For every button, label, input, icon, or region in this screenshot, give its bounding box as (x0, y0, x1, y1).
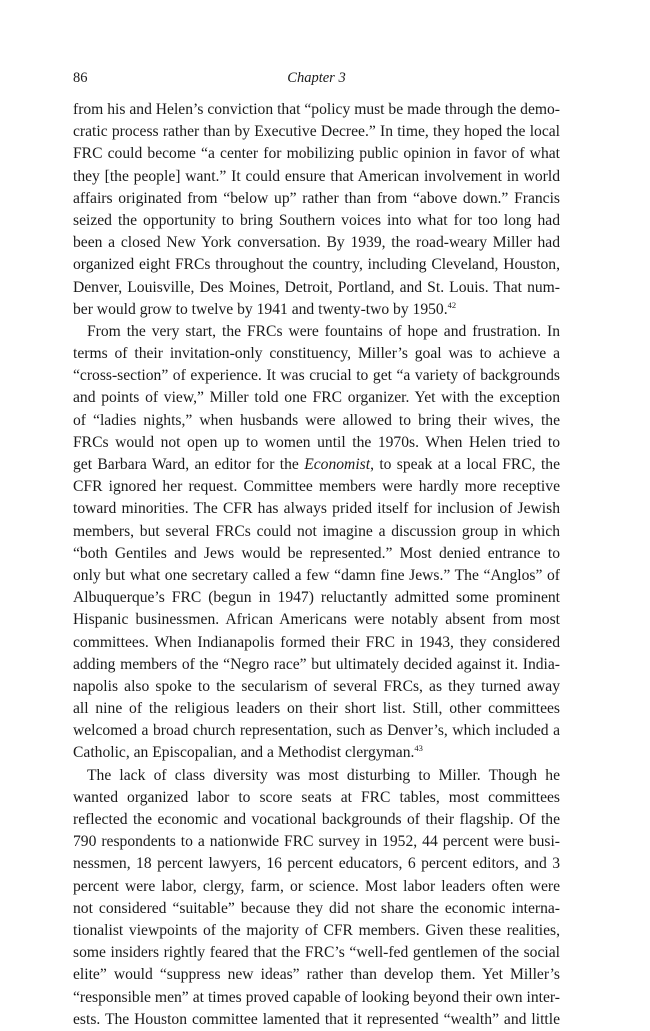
line-text: Catholic, an Episcopalian, and a Methodist clergyman. (73, 744, 415, 762)
line-text: nessmen, 18 percent lawyers, 16 percent educators, 6 percent editors, and 3 (73, 855, 560, 873)
line-text: napolis also spoke to the secularism of several FRCs, as they turned away (73, 677, 560, 695)
text-line (73, 99, 560, 121)
text-line (73, 410, 560, 432)
text-line (73, 476, 560, 498)
text-line (73, 964, 560, 986)
line-text: 790 respondents to a nationwide FRC survey in 1952, 44 percent were busi- (73, 833, 560, 851)
line-text: percent were labor, clergy, farm, or science. Most labor leaders often were (73, 877, 560, 895)
text-line (73, 188, 560, 210)
page-header (73, 70, 560, 90)
text-line (73, 498, 560, 520)
text-line (73, 587, 560, 609)
footnote-marker: 42 (447, 299, 457, 310)
text-line (73, 432, 560, 454)
line-text: CFR ignored her request. Committee members were hardly more receptive (73, 478, 560, 496)
paragraph (73, 99, 560, 321)
paragraph (73, 321, 560, 765)
text-line (73, 765, 560, 787)
text-line (73, 654, 560, 676)
text-line (73, 299, 560, 321)
text-line (73, 1009, 560, 1031)
line-text: all nine of the religious leaders on their short list. Still, other committees (73, 700, 560, 718)
line-text: organized eight FRCs throughout the country, including Cleveland, Houston, (73, 256, 560, 274)
text-line (73, 254, 560, 276)
line-text: “cross-section” of experience. It was crucial to get “a variety of backgrounds (73, 367, 560, 385)
line-text: ests. The Houston committee lamented that it represented “wealth” and little (73, 1010, 560, 1028)
text-line (73, 565, 560, 587)
text-line (73, 742, 560, 764)
line-text: not considered “suitable” because they did not share the economic interna- (73, 899, 560, 917)
line-text: “both Gentiles and Jews would be represented.” Most denied entrance to (73, 544, 560, 562)
paragraph (73, 765, 560, 1031)
line-text: some insiders rightly feared that the FRC’s “well-fed gentlemen of the social (73, 944, 560, 962)
text-line (73, 232, 560, 254)
text-line (73, 543, 560, 565)
text-line (73, 609, 560, 631)
line-text: Albuquerque’s FRC (begun in 1947) reluctantly admitted some prominent (73, 589, 560, 607)
text-line (73, 210, 560, 232)
line-text: been a closed New York conversation. By 1939, the road-weary Miller had (73, 234, 560, 252)
line-text: of “ladies nights,” when husbands were allowed to bring their wives, the (73, 411, 560, 429)
text-line (73, 720, 560, 742)
text-line (73, 787, 560, 809)
running-head: Chapter 3 (287, 70, 346, 86)
line-text: terms of their invitation-only constituency, Miller’s goal was to achieve a (73, 345, 560, 363)
text-line (73, 920, 560, 942)
line-text: ber would grow to twelve by 1941 and twenty-two by 1950. (73, 300, 448, 318)
page-number: 86 (73, 70, 88, 86)
body-text (73, 99, 560, 1031)
publication-title: Economist (304, 456, 371, 473)
line-text: from his and Helen’s conviction that “policy must be made through the demo- (73, 101, 560, 118)
line-text: wanted organized labor to score seats at FRC tables, most committees (73, 788, 560, 806)
line-text: affairs originated from “below up” rather than from “above down.” Francis (73, 189, 560, 207)
line-text: welcomed a broad church representation, such as Denver’s, which included a (73, 722, 560, 740)
text-line (73, 809, 560, 831)
text-line (73, 321, 560, 343)
text-line (73, 143, 560, 165)
line-text: FRC could become “a center for mobilizing public opinion in favor of what (73, 145, 560, 163)
text-line (73, 521, 560, 543)
text-line (73, 343, 560, 365)
text-line (73, 277, 560, 299)
line-text: cratic process rather than by Executive Decree.” In time, they hoped the local (73, 123, 560, 141)
text-line (73, 853, 560, 875)
text-line (73, 987, 560, 1009)
line-text: tionalist viewpoints of the majority of CFR members. Given these realities, (73, 921, 560, 939)
line-text: adding members of the “Negro race” but ultimately decided against it. India- (73, 655, 560, 673)
text-line (73, 166, 560, 188)
line-text: reflected the economic and vocational backgrounds of their flagship. Of the (73, 811, 560, 828)
footnote-marker: 43 (414, 743, 423, 754)
line-text: elite” would “suppress new ideas” rather than develop them. Yet Miller’s (73, 966, 560, 984)
line-text: and points of view,” Miller told one FRC organizer. Yet with the exception (73, 389, 560, 407)
text-line (73, 898, 560, 920)
line-text: seized the opportunity to bring Southern voices into what for too long had (73, 211, 560, 229)
line-text: toward minorities. The CFR has always prided itself for inclusion of Jewish (73, 500, 560, 518)
text-line (73, 942, 560, 964)
text-line (73, 698, 560, 720)
line-text: From the very start, the FRCs were fountains of hope and frustration. In (87, 322, 560, 340)
line-text: they [the people] want.” It could ensure that American involvement in world (73, 167, 560, 185)
line-text: Hispanic businessmen. African Americans were notably absent from most (73, 611, 560, 629)
text-line (73, 121, 560, 143)
line-text: The lack of class diversity was most disturbing to Miller. Though he (87, 766, 560, 784)
line-text: only but what one secretary called a few “damn fine Jews.” The “Anglos” of (73, 566, 560, 584)
text-line (73, 632, 560, 654)
line-text: “responsible men” at times proved capable of looking beyond their own inter- (73, 988, 560, 1006)
line-text: committees. When Indianapolis formed their FRC in 1943, they considered (73, 633, 560, 651)
text-line (73, 387, 560, 409)
text-line (73, 831, 560, 853)
text-line (73, 876, 560, 898)
line-text: Denver, Louisville, Des Moines, Detroit, Portland, and St. Louis. That num- (73, 278, 560, 296)
text-line (73, 676, 560, 698)
line-text: get Barbara Ward, an editor for the (73, 456, 305, 473)
line-text: FRCs would not open up to women until the 1970s. When Helen tried to (73, 433, 560, 451)
line-text: members, but several FRCs could not imagine a discussion group in which (73, 522, 560, 540)
line-text: , to speak at a local FRC, the (370, 456, 560, 473)
text-line (73, 365, 560, 387)
text-line (73, 454, 560, 476)
